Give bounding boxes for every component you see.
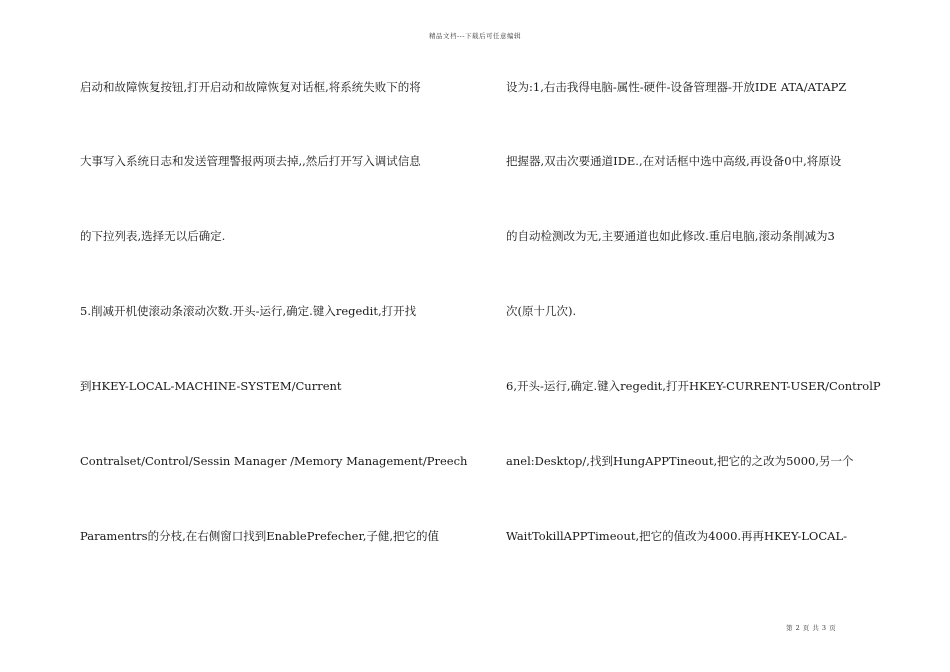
text-line: WaitTokillAPPTimeout,把它的值改为4000.再再HKEY-LOCAL- (506, 529, 847, 543)
text-line: 大事写入系统日志和发送管理警报两项去掉,,然后打开写入调试信息 (80, 154, 421, 168)
text-line: 次(原十几次). (506, 304, 577, 318)
text-line: 6,开头-运行,确定.键入regedit,打开HKEY-CURRENT-USER/ControlP (506, 379, 881, 393)
text-line: Contralset/Control/Sessin Manager /Memory Management/Preech (80, 454, 468, 468)
text-line: 启动和故障恢复按钮,打开启动和故障恢复对话框,将系统失败下的将 (80, 80, 421, 94)
text-line: 5.削减开机使滚动条滚动次数.开头-运行,确定.键入regedit,打开找 (80, 304, 417, 318)
text-line: Paramentrs的分枝,在右侧窗口找到EnablePrefecher,子健,把它的值 (80, 529, 440, 543)
text-line: 的下拉列表,选择无以后确定. (80, 229, 226, 243)
text-line: anel:Desktop/,找到HungAPPTineout,把它的之改为5000,另一个 (506, 454, 854, 468)
text-line: 设为:1,右击我得电脑-属性-硬件-设备管理器-开放IDE ATA/ATAPZ (506, 80, 847, 94)
text-line: 到HKEY-LOCAL-MACHINE-SYSTEM/Current (80, 379, 342, 393)
page-header: 精品文档---下载后可任意编辑 (428, 32, 522, 40)
page-number: 第 2 页 共 3 页 (786, 624, 837, 632)
text-line: 的自动检测改为无,主要通道也如此修改.重启电脑,滚动条削减为3 (506, 229, 835, 243)
text-line: 把握器,双击次要通道IDE.,在对话框中选中高级,再设备0中,将原设 (506, 154, 842, 168)
